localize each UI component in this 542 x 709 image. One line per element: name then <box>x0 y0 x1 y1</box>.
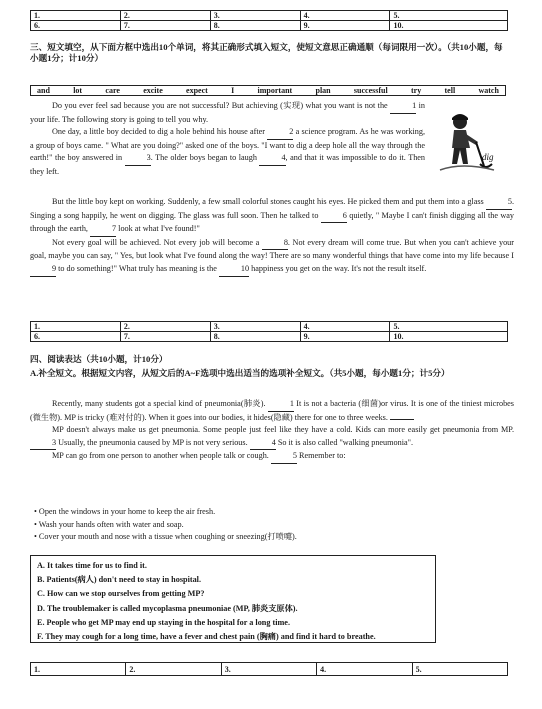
answer-cell: 7. <box>120 332 210 342</box>
option-a: A. It takes time for us to find it. <box>37 561 147 570</box>
passage-paragraph: But the little boy kept on working. Suddenly, a few small colorful stones caught his eyes. He picked them and put them into a glass 5. Singing a song happily, he went on digging. The glass was full soon. Then he talked to 6 quietly, " Maybe I can't finish digging all the way through the earth, 7 look at what I've found!" <box>30 196 514 237</box>
word-bank-item: important <box>257 86 293 95</box>
blank-5[interactable]: 5 <box>486 196 512 210</box>
word-bank-item: expect <box>186 86 208 95</box>
blank-7[interactable]: 7 <box>90 223 116 237</box>
blank-a1[interactable]: 1 <box>268 398 294 412</box>
section4-heading: 四、阅读表达（共10小题，计10分） <box>30 354 168 364</box>
answer-cell: 4. <box>317 663 412 676</box>
answer-cell: 3. <box>221 663 316 676</box>
section3-passage-b <box>30 196 514 277</box>
passage-paragraph: Do you ever feel sad because you are not successful? But achieving (实现) what you want is not the 1 in your life. The following story is going to tell you why. <box>30 101 426 124</box>
blank-3[interactable]: 3 <box>125 152 151 166</box>
passage-paragraph: Not every goal will be achieved. Not every job will become a 8. Not every dream will come true. But when you can't achieve your goal, maybe you can say, " Yes, but look what I've found along the way! There are so many wonderful things that have come into my life because I 9 to do something!" What truly has meaning is the 10 happiness you get on the way. It's not the result itself. <box>30 237 514 277</box>
tips-list <box>34 506 504 544</box>
boy-digging-picture <box>432 112 496 174</box>
answer-cell: 10. <box>390 21 508 31</box>
answer-table-bottom <box>30 662 508 676</box>
answer-cell: 1. <box>31 663 126 676</box>
passage-paragraph: MP doesn't always make us get pneumonia. Some people just feel like they have a cold. Kids can more easily get pneumonia from MP. 3 Usually, the pneumonia caused by MP is not very serious. 4 So it is also called "walking pneumonia". <box>30 424 514 450</box>
option-f: F. They may cough for a long time, have a fever and chest pain (胸痛) and find it hard to breathe. <box>37 632 376 642</box>
word-bank-item: I <box>231 86 235 95</box>
option-b: B. Patients(病人) don't need to stay in hospital. <box>37 575 201 585</box>
list-item: • Wash your hands often with water and soap. <box>34 519 504 532</box>
passage-paragraph: One day, a little boy decided to dig a hole behind his house after 2 a science program. As he was working, a group of boys came. " What are you doing?" asked one of the boys. "I want to dig a deep hole all the way through the earth!" the boy answered in 3. The older boys began to laugh 4, and that it was impossible to do it. Then they left. <box>30 127 426 176</box>
blank-1[interactable]: 1 <box>390 100 416 114</box>
answer-cell: 5. <box>390 11 508 21</box>
word-bank-item: successful <box>353 86 388 95</box>
answer-cell: 3. <box>210 11 300 21</box>
word-bank-item: care <box>105 86 120 95</box>
section4-passage <box>30 398 514 464</box>
options-box <box>30 555 436 643</box>
answer-cell: 2. <box>126 663 221 676</box>
blank-10[interactable]: 10 <box>219 263 249 277</box>
blank-6[interactable]: 6 <box>321 210 347 224</box>
option-e: E. People who get MP may end up staying in the hospital for a long time. <box>37 617 290 627</box>
blank-9[interactable]: 9 <box>30 263 56 277</box>
word-bank-item: excite <box>143 86 163 95</box>
blank-8[interactable]: 8 <box>262 237 288 251</box>
answer-cell: 1. <box>31 11 121 21</box>
blank-a4[interactable]: 4 <box>250 437 276 451</box>
answer-cell: 4. <box>300 11 390 21</box>
blank-a5[interactable]: 5 <box>271 450 297 464</box>
answer-cell: 7. <box>120 21 210 31</box>
word-bank-item: and <box>37 86 50 95</box>
list-item: • Cover your mouth and nose with a tissue when coughing or sneezing(打喷嚏). <box>34 531 504 544</box>
list-item: • Open the windows in your home to keep the air fresh. <box>34 506 504 519</box>
answer-cell: 9. <box>300 332 390 342</box>
picture-caption: dig <box>482 152 494 162</box>
answer-table-mid <box>30 321 508 342</box>
word-bank-item: plan <box>315 86 331 95</box>
blank-a3[interactable]: 3 <box>30 437 56 451</box>
answer-cell: 5. <box>390 322 508 332</box>
answer-table-top <box>30 10 508 31</box>
section3-heading: 三、短文填空，从下面方框中选出10个单词，将其正确形式填入短文，使短文意思正确通顺（每词限用一次）。（共10小题，每小题1分；计10分） <box>30 42 503 63</box>
word-bank-item: lot <box>73 86 83 95</box>
answer-cell: 3. <box>210 322 300 332</box>
blank-4[interactable]: 4 <box>259 152 285 166</box>
passage-paragraph: Recently, many students got a special kind of pneumonia(肺炎). 1 It is not a bacteria (细菌)or virus. It is one of the tiniest microbes (微生物). MP is tricky (难对付的). When it goes into our bodies, it hides(隐藏) there for one to three weeks. <box>30 399 514 422</box>
answer-cell: 5. <box>412 663 507 676</box>
answer-cell: 10. <box>390 332 508 342</box>
section3-passage-a <box>30 100 425 179</box>
blank-a2[interactable] <box>390 419 414 420</box>
answer-cell: 8. <box>210 332 300 342</box>
passage-paragraph: MP can go from one person to another when people talk or cough. 5 Remember to: <box>30 450 514 464</box>
section4-subheading: A.补全短文。根据短文内容，从短文后的A~F选项中选出适当的选项补全短文。（共5小题，每小题1分；计5分） <box>30 368 450 378</box>
answer-cell: 6. <box>31 21 121 31</box>
answer-cell: 6. <box>31 332 121 342</box>
answer-cell: 2. <box>120 11 210 21</box>
answer-cell: 8. <box>210 21 300 31</box>
option-d: D. The troublemaker is called mycoplasma pneumoniae (MP, 肺炎支原体). <box>37 603 298 613</box>
option-c: C. How can we stop ourselves from getting MP? <box>37 589 205 599</box>
word-bank-box <box>30 85 506 96</box>
answer-cell: 9. <box>300 21 390 31</box>
word-bank-item: try <box>411 86 422 95</box>
word-bank-item: tell <box>444 86 456 95</box>
word-bank-item: watch <box>478 86 499 95</box>
answer-cell: 2. <box>120 322 210 332</box>
answer-cell: 4. <box>300 322 390 332</box>
answer-cell: 1. <box>31 322 121 332</box>
blank-2[interactable]: 2 <box>267 126 293 140</box>
